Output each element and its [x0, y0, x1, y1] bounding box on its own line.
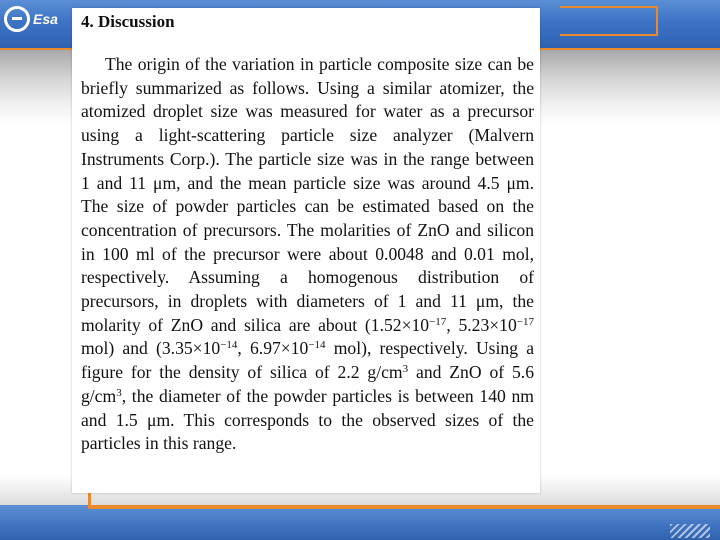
exponent: −14	[308, 339, 326, 352]
exponent: −17	[516, 315, 534, 328]
header-decorative-frame	[560, 6, 658, 36]
exponent: −17	[429, 315, 447, 328]
paragraph-text: mol), respectively. Using a figure for the density of silica of 2.2 g/cm	[81, 338, 535, 383]
footer-orange-rule	[90, 505, 720, 509]
footer-orange-tick	[88, 493, 91, 509]
paragraph-text: , 6.97×10	[237, 338, 309, 359]
paragraph-text: mol) and (3.35×10	[81, 338, 221, 359]
exponent: −14	[220, 339, 238, 352]
logo-icon	[4, 6, 30, 32]
paragraph-text: , the diameter of the powder particles is between 140 nm and 1.5 μm. This corresponds to the observed sizes of the particles in this range.	[81, 385, 534, 454]
paragraph-text: and ZnO of 5.6 g/cm	[81, 362, 534, 406]
paragraph-text: The origin of the variation in particle composite size can be briefly summarized as follows. Using a similar atomizer, the atomized droplet size was measured for water as a precursor using a light-scattering particle size analyzer (Malvern Instruments Corp.). The particle size was in the range between 1 and 11 μm, and the mean particle size was around 4.5 μm. The size of powder particles can be estimated based on the concentration of precursors. The molarities of ZnO and silicon in 100 ml of the precursor were about 0.0048 and 0.01 mol, respectively. Assuming a homogenous distribution of precursors, in droplets with diameters of 1 and 11 μm, the molarity of ZnO and silica are about (1.52×10	[81, 54, 534, 335]
document-page	[72, 8, 540, 493]
logo-text: Esa	[33, 11, 58, 27]
exponent: 3	[116, 386, 122, 399]
section-heading: 4. Discussion	[81, 12, 175, 31]
exponent: 3	[402, 363, 409, 376]
footer-hatch-pattern	[670, 524, 710, 538]
discussion-paragraph	[81, 53, 534, 456]
logo	[4, 6, 58, 32]
slide-footer-band	[0, 505, 720, 540]
paragraph-text: , 5.23×10	[446, 314, 517, 335]
